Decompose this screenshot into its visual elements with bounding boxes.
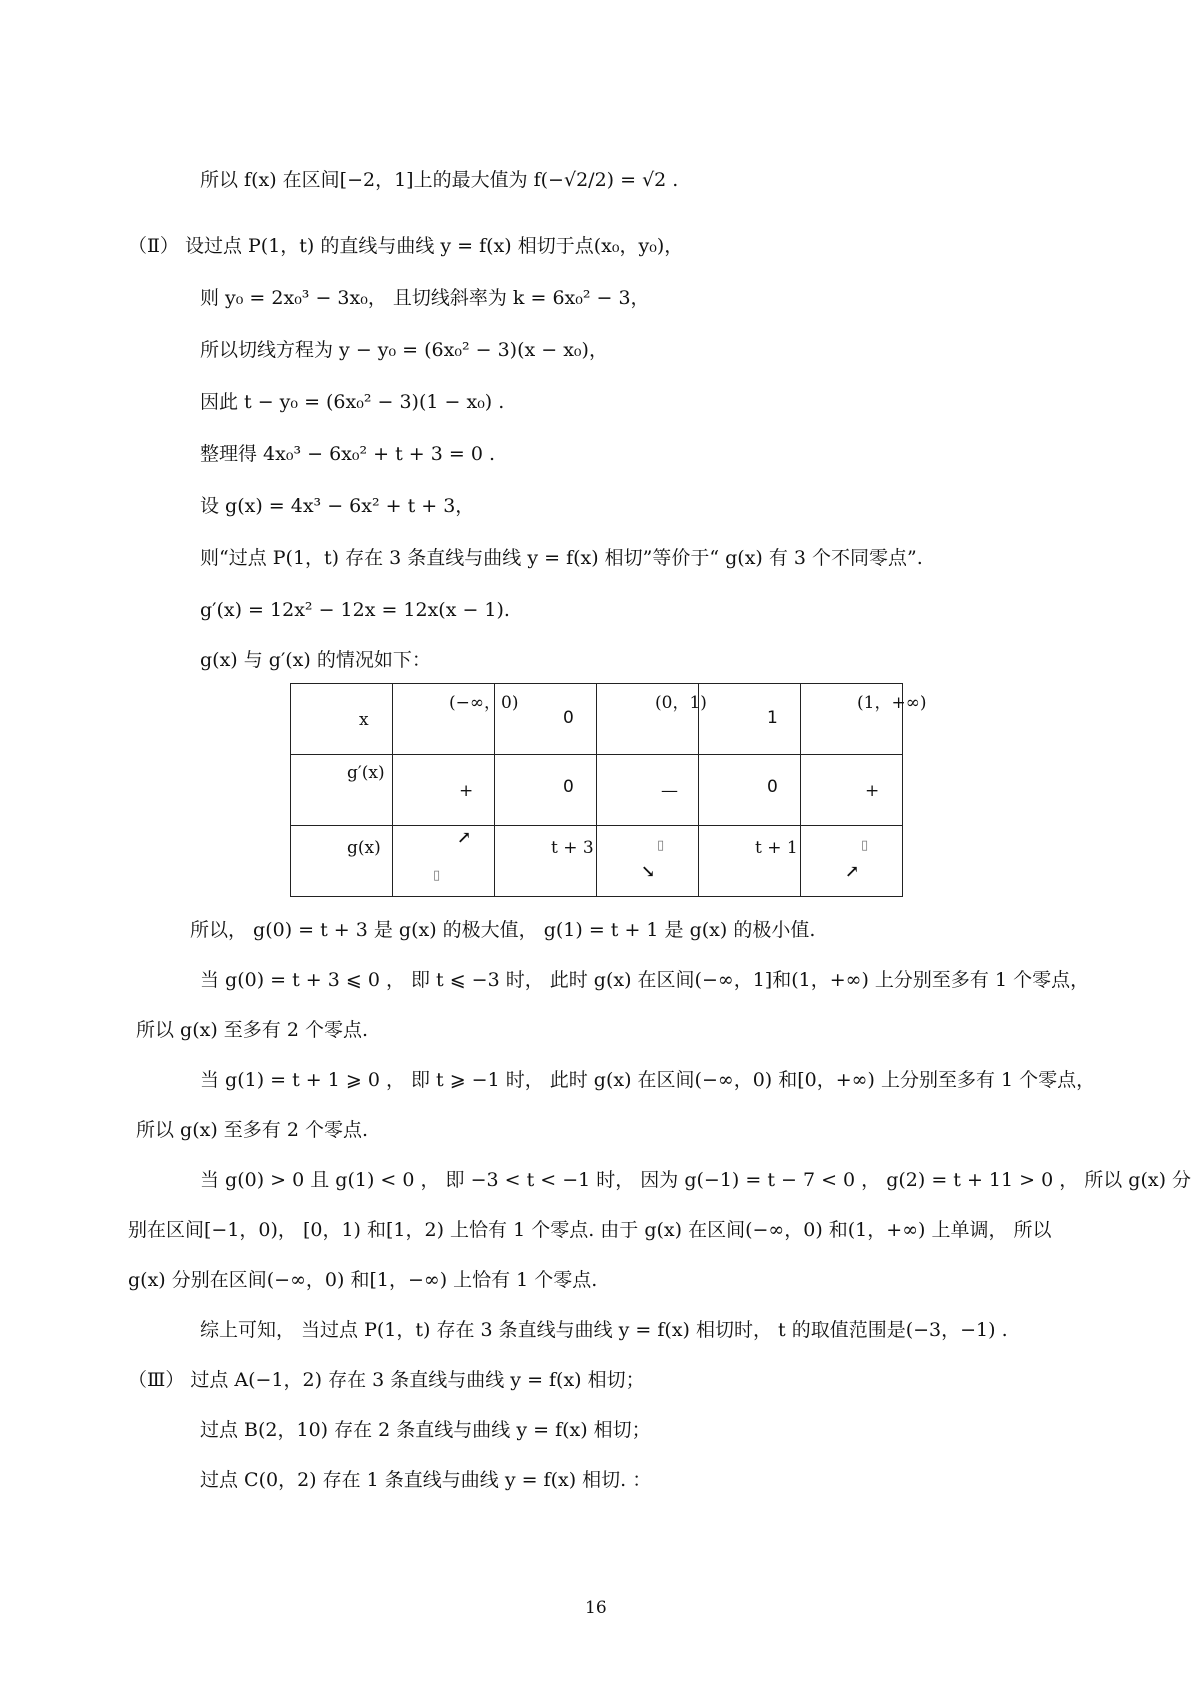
line-case1-result: 所以 g(x) 至多有 2 个零点.	[136, 1019, 368, 1041]
arrow-up-icon: ↗	[457, 828, 472, 848]
line-tangent-eq: 所以切线方程为 y − y₀ = (6x₀² − 3)(x − x₀)，	[200, 339, 608, 361]
table-cell: g′(x)	[347, 763, 385, 783]
arrow-up-icon: ↗	[845, 862, 860, 882]
table-cell: 0	[563, 708, 574, 728]
table-cell: +	[865, 781, 880, 801]
line-define-g: 设 g(x) = 4x³ − 6x² + t + 3，	[200, 495, 475, 517]
table-cell: (0，1)	[655, 693, 707, 713]
table-row-x	[291, 684, 903, 755]
table-cell: —	[661, 781, 678, 801]
line-simplify: 整理得 4x₀³ − 6x₀² + t + 3 = 0 .	[200, 443, 496, 465]
line-therefore: 因此 t − y₀ = (6x₀² − 3)(1 − x₀) .	[200, 391, 505, 413]
line-case3: 当 g(0) > 0 且 g(1) < 0 ， 即 −3 < t < −1 时， 因为 g(−1) = t − 7 < 0 ， g(2) = t + 11 > 0 ， 所以 g(x) 分	[200, 1169, 1192, 1191]
placeholder-glyph: ▯	[657, 838, 665, 853]
table-cell: 1	[767, 708, 778, 728]
line-equivalence: 则“过点 P(1，t) 存在 3 条直线与曲线 y = f(x) 相切”等价于“ g(x) 有 3 个不同零点”.	[200, 547, 923, 569]
table-cell: x	[359, 710, 369, 730]
line-point-b: 过点 B(2，10) 存在 2 条直线与曲线 y = f(x) 相切；	[200, 1419, 651, 1441]
table-cell: (1，+∞)	[857, 693, 927, 713]
variation-table	[290, 683, 927, 897]
line-case3-result: g(x) 分别在区间(−∞，0) 和[1，−∞) 上恰有 1 个零点.	[128, 1269, 598, 1291]
part-ii-heading: （Ⅱ） 设过点 P(1，t) 的直线与曲线 y = f(x) 相切于点(x₀，y₀)，	[128, 235, 684, 257]
placeholder-glyph: ▯	[861, 838, 869, 853]
line-y0: 则 y₀ = 2x₀³ − 3x₀， 且切线斜率为 k = 6x₀² − 3，	[200, 287, 650, 309]
line-point-c: 过点 C(0，2) 存在 1 条直线与曲线 y = f(x) 相切. ：	[200, 1469, 652, 1491]
table-cell: +	[459, 781, 474, 801]
line-conclusion: 综上可知， 当过点 P(1，t) 存在 3 条直线与曲线 y = f(x) 相切时， t 的取值范围是(−3，−1) .	[200, 1319, 1008, 1341]
placeholder-glyph: ▯	[433, 868, 441, 883]
line-derivative: g′(x) = 12x² − 12x = 12x(x − 1).	[200, 599, 510, 621]
line-case2: 当 g(1) = t + 1 ⩾ 0 ， 即 t ⩾ −1 时， 此时 g(x) 在区间(−∞，0) 和[0，+∞) 上分别至多有 1 个零点，	[200, 1069, 1096, 1091]
line-max-value: 所以 f(x) 在区间[−2，1]上的最大值为 f(−√2/2) = √2 .	[200, 169, 679, 191]
part-iii-heading: （Ⅲ） 过点 A(−1，2) 存在 3 条直线与曲线 y = f(x) 相切；	[128, 1369, 645, 1391]
line-case2-result: 所以 g(x) 至多有 2 个零点.	[136, 1119, 368, 1141]
table-cell: g(x)	[347, 838, 381, 858]
table-cell: 0	[767, 777, 778, 797]
arrow-down-icon: ↘	[641, 862, 656, 882]
table-cell: 0	[563, 777, 574, 797]
table-cell: (−∞，0)	[449, 693, 519, 713]
table-cell: t + 3	[551, 838, 594, 858]
table-cell: t + 1	[755, 838, 798, 858]
line-extrema: 所以， g(0) = t + 3 是 g(x) 的极大值， g(1) = t + 1 是 g(x) 的极小值.	[190, 919, 816, 941]
page-number: 16	[585, 1598, 607, 1618]
line-case3-cont: 别在区间[−1，0)， [0，1) 和[1，2) 上恰有 1 个零点. 由于 g(x) 在区间(−∞，0) 和(1，+∞) 上单调， 所以	[128, 1219, 1052, 1241]
table-row-gprime	[291, 755, 903, 826]
line-table-intro: g(x) 与 g′(x) 的情况如下：	[200, 649, 431, 671]
table-row-g	[291, 826, 903, 897]
line-case1: 当 g(0) = t + 3 ⩽ 0 ， 即 t ⩽ −3 时， 此时 g(x) 在区间(−∞，1]和(1，+∞) 上分别至多有 1 个零点，	[200, 969, 1090, 991]
